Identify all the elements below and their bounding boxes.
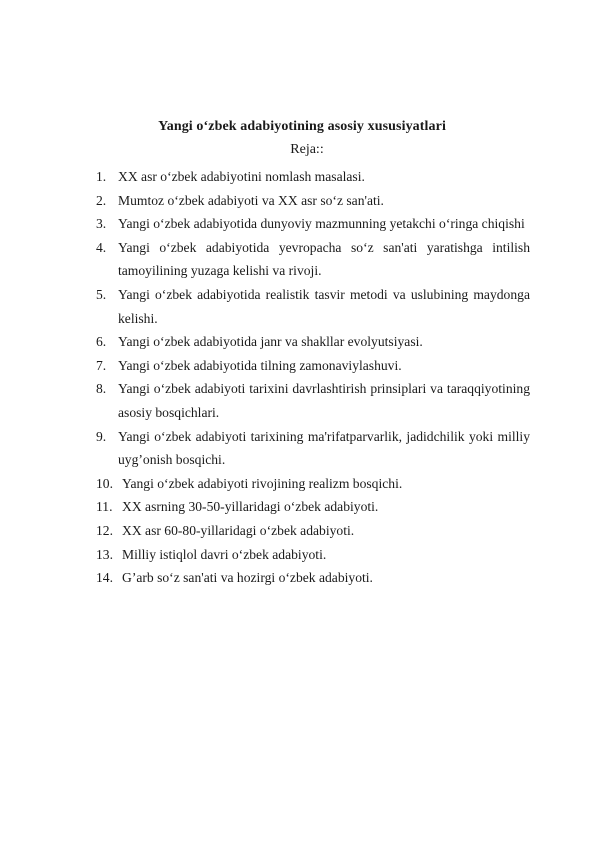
list-item (96, 283, 530, 330)
item-text: XX asrning 30-50-yillaridagi o‘zbek adabiyoti. (122, 499, 379, 515)
item-number: 7. (96, 357, 107, 373)
list-item (96, 543, 530, 567)
item-text: Yangi o‘zbek adabiyotida realistik tasvir metodi va uslubining maydonga kelishi. (118, 286, 530, 326)
list-item (96, 236, 530, 283)
item-number: 5. (96, 286, 107, 302)
item-text: Yangi o‘zbek adabiyoti rivojining realizm bosqichi. (122, 475, 403, 491)
item-number: 10. (96, 475, 113, 491)
item-number: 12. (96, 522, 113, 538)
list-item (96, 354, 530, 378)
list-item (96, 495, 530, 519)
item-text: Milliy istiqlol davri o‘zbek adabiyoti. (122, 546, 327, 562)
list-item (96, 165, 530, 189)
item-number: 3. (96, 216, 107, 232)
plan-heading: Reja:: (290, 142, 324, 157)
item-number: 11. (96, 499, 113, 515)
item-number: 9. (96, 428, 107, 444)
list-item (96, 425, 530, 472)
list-item (96, 212, 530, 236)
item-number: 1. (96, 169, 107, 184)
item-text: Yangi o‘zbek adabiyoti tarixini davrlashtirish prinsiplari va taraqqiyotining asosiy bosqichlari. (118, 381, 530, 420)
item-text: XX asr 60-80-yillaridagi o‘zbek adabiyoti. (122, 522, 355, 538)
list-item (96, 330, 530, 354)
list-item (96, 519, 530, 543)
document-title: Yangi o‘zbek adabiyotining asosiy xususiyatlari (158, 119, 446, 134)
item-number: 2. (96, 192, 107, 208)
item-number: 13. (96, 546, 113, 562)
item-text: Mumtoz o‘zbek adabiyoti va XX asr so‘z san'ati. (118, 192, 384, 208)
item-text: Yangi o‘zbek adabiyotida janr va shakllar evolyutsiyasi. (118, 334, 423, 350)
item-text: XX asr o‘zbek adabiyotini nomlash masalasi. (118, 169, 365, 184)
item-text: Yangi o‘zbek adabiyotida dunyoviy mazmunning yetakchi o‘ringa chiqishi (118, 216, 525, 232)
item-number: 6. (96, 334, 107, 350)
list-item (96, 377, 530, 424)
list-item (96, 566, 530, 590)
item-number: 14. (96, 570, 113, 586)
item-text: Yangi o‘zbek adabiyotida tilning zamonaviylashuvi. (118, 357, 402, 373)
item-text: Yangi o‘zbek adabiyoti tarixining ma'rifatparvarlik, jadidchilik yoki milliy uyg’onish bosqichi. (118, 428, 530, 468)
list-item (96, 189, 530, 213)
item-text: Yangi o‘zbek adabiyotida yevropacha so‘z san'ati yaratishga intilish tamoyilining yuzaga kelishi va rivoji. (118, 239, 530, 279)
list-item (96, 472, 530, 496)
plan-list (96, 165, 530, 590)
item-text: G’arb so‘z san'ati va hozirgi o‘zbek adabiyoti. (122, 570, 373, 586)
item-number: 4. (96, 239, 107, 255)
item-number: 8. (96, 381, 107, 397)
